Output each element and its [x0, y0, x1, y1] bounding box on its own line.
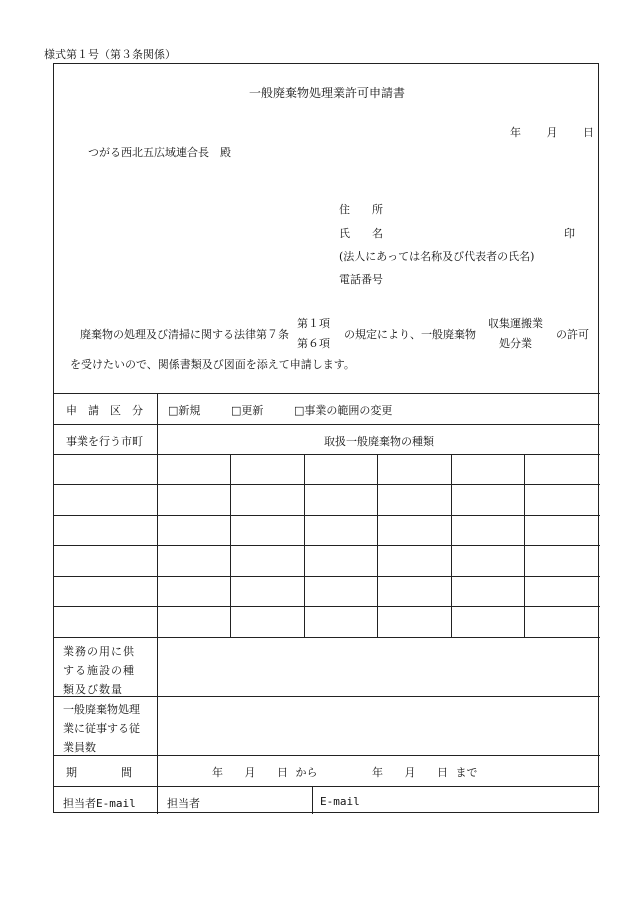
body-rule: の規定により、一般廃棄物 — [344, 328, 476, 341]
application-type-label: 申 請 区 分 — [66, 404, 143, 417]
table-line — [54, 515, 600, 516]
table-vline — [157, 393, 158, 814]
form-number: 様式第１号（第３条関係） — [44, 48, 176, 61]
period-to-suffix: まで — [455, 766, 478, 779]
table-line — [54, 576, 600, 577]
option-renew[interactable]: □更新 — [231, 404, 264, 417]
staff-label-line: 業に従事する従 — [63, 722, 140, 735]
body-biz2: 処分業 — [499, 337, 532, 350]
table-line — [54, 484, 600, 485]
table-vline — [524, 454, 525, 637]
period-to-day: 日 — [437, 766, 448, 779]
facility-label-line: 類及び数量 — [63, 683, 123, 696]
table-vline — [451, 454, 452, 637]
period-from-day: 日 — [277, 766, 288, 779]
facility-label-line: する施設の種 — [63, 664, 135, 677]
contact-person-label: 担当者 — [167, 797, 200, 810]
form-title: 一般廃棄物処理業許可申請書 — [248, 86, 405, 100]
date-year: 年 — [510, 126, 521, 139]
seal-mark: 印 — [564, 227, 575, 240]
staff-label-line: 一般廃棄物処理 — [63, 703, 140, 716]
table-vline — [312, 786, 313, 814]
table-line — [54, 696, 600, 697]
body-permit: の許可 — [556, 328, 589, 341]
period-to-year: 年 — [372, 766, 383, 779]
period-label: 期 間 — [66, 766, 132, 779]
corp-note: (法人にあっては名称及び代表者の氏名) — [339, 250, 535, 263]
municipality-label: 事業を行う市町 — [66, 435, 143, 448]
option-scope-change[interactable]: □事業の範囲の変更 — [294, 404, 393, 417]
body-biz1: 収集運搬業 — [488, 317, 543, 330]
applicant-name-label: 氏 名 — [339, 227, 383, 240]
table-vline — [304, 454, 305, 637]
waste-types-label: 取扱一般廃棄物の種類 — [324, 435, 434, 448]
date-line — [510, 124, 594, 140]
addressee: つがる西北五広域連合長 殿 — [88, 146, 231, 159]
facility-label — [63, 642, 135, 699]
email-label: E-mail — [320, 795, 360, 808]
table-vline — [377, 454, 378, 637]
facility-label-line: 業務の用に供 — [63, 645, 135, 658]
table-line — [54, 606, 600, 607]
period-to — [372, 764, 478, 780]
form-frame — [53, 63, 599, 813]
body-clause6: 第６項 — [297, 337, 330, 350]
table-line — [54, 545, 600, 546]
date-month: 月 — [546, 126, 558, 139]
period-from-year: 年 — [212, 766, 223, 779]
staff-label — [63, 700, 140, 757]
body-clause1: 第１項 — [297, 317, 330, 330]
option-new[interactable]: □新規 — [168, 404, 201, 417]
body-line2: を受けたいので、関係書類及び図面を添えて申請します。 — [70, 358, 355, 371]
applicant-address-label: 住 所 — [339, 203, 383, 216]
table-line — [54, 454, 600, 455]
period-from — [212, 764, 318, 780]
period-from-suffix: から — [295, 766, 318, 779]
body-law: 廃棄物の処理及び清掃に関する法律第７条 — [80, 328, 289, 341]
table-line — [54, 393, 600, 394]
contact-label: 担当者E-mail — [63, 797, 136, 810]
period-to-month: 月 — [404, 766, 416, 779]
table-line — [54, 786, 600, 787]
phone-label: 電話番号 — [339, 273, 383, 286]
table-vline — [230, 454, 231, 637]
table-line — [54, 637, 600, 638]
table-line — [54, 424, 600, 425]
staff-label-line: 業員数 — [63, 741, 96, 754]
period-from-month: 月 — [244, 766, 256, 779]
date-day: 日 — [583, 126, 594, 139]
